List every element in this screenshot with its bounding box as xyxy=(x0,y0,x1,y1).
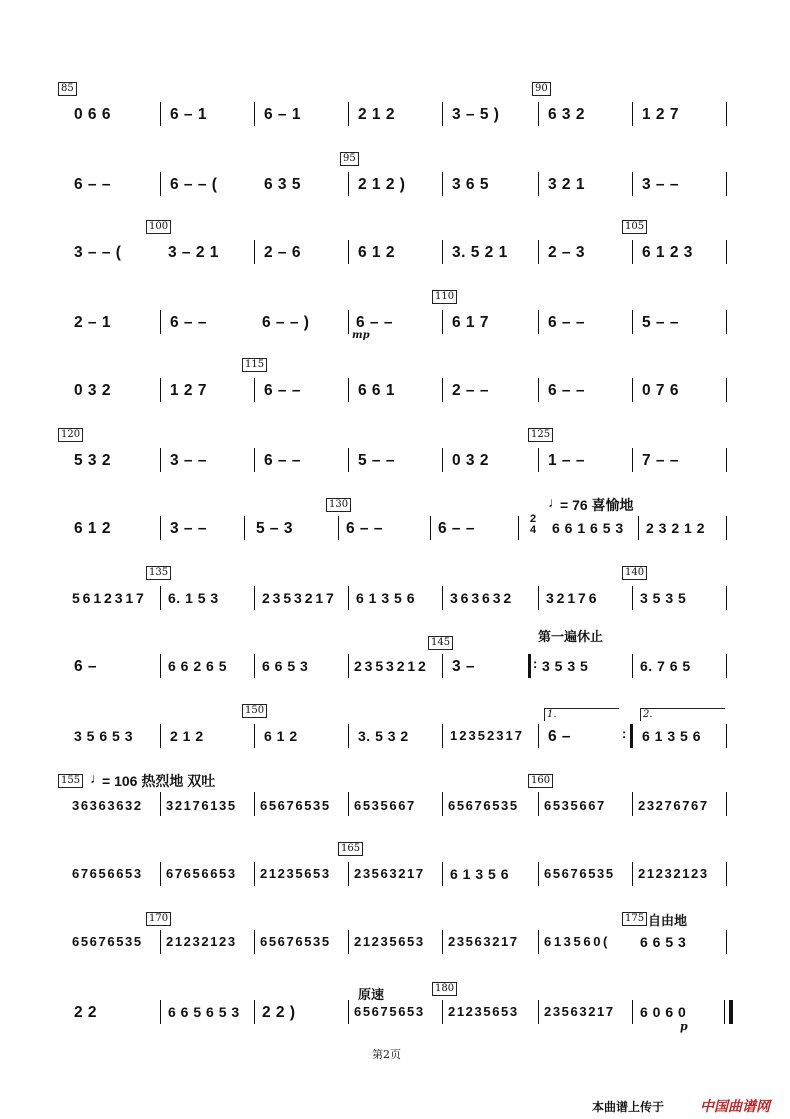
barline xyxy=(442,654,443,678)
measure: 2 2 xyxy=(74,1004,98,1021)
measure: 2 – 6 xyxy=(264,244,301,261)
measure: 6 6 1 6 5 3 xyxy=(552,520,624,536)
measure-number: 85 xyxy=(58,82,77,96)
measure: 2 3 5 3 2 1 7 xyxy=(262,590,334,606)
staff-row-14 xyxy=(0,980,790,1040)
repeat-dots: : xyxy=(622,726,627,741)
measure-number: 105 xyxy=(622,220,647,234)
staff-row-8 xyxy=(0,566,790,626)
tempo-marking: ♩ xyxy=(90,770,104,786)
page-number: 第2页 xyxy=(372,1048,401,1061)
barline xyxy=(160,862,161,886)
measure: 2 1 2 3 5 6 5 3 xyxy=(260,866,329,881)
measure: 3. 5 3 2 xyxy=(358,728,409,744)
barline xyxy=(538,792,539,816)
measure: 6 5 6 7 5 6 5 3 xyxy=(354,1004,423,1019)
barline xyxy=(442,930,443,954)
tempo-marking: = 106 热烈地 双吐 xyxy=(102,773,216,789)
barline xyxy=(254,862,255,886)
measure-number: 150 xyxy=(242,704,267,718)
barline xyxy=(632,586,633,610)
barline xyxy=(254,102,255,126)
measure: 2 3 5 6 3 2 1 7 xyxy=(448,934,517,949)
staff-row-5 xyxy=(0,358,790,418)
measure: 6 – – xyxy=(264,452,301,469)
measure: 6 1 2 3 xyxy=(642,244,693,261)
measure: 2 3 5 6 3 2 1 7 xyxy=(544,1004,613,1019)
measure: 0 3 2 xyxy=(452,452,489,469)
measure: 3 – – xyxy=(170,520,207,537)
performance-note: 原速 xyxy=(358,987,385,1002)
measure-number: 140 xyxy=(622,566,647,580)
barline xyxy=(160,516,161,540)
measure: 2 1 2 ) xyxy=(358,176,406,193)
barline xyxy=(632,172,633,196)
measure: 6 – – xyxy=(548,382,585,399)
measure-number: 165 xyxy=(338,842,363,856)
measure: 6 1 2 xyxy=(358,244,395,261)
staff-row-11 xyxy=(0,770,790,830)
barline xyxy=(160,724,161,748)
barline xyxy=(348,930,349,954)
barline xyxy=(348,240,349,264)
measure: 2 1 2 xyxy=(358,106,395,123)
staff-row-3 xyxy=(0,220,790,280)
barline xyxy=(348,724,349,748)
measure: 6 – – xyxy=(346,520,383,537)
staff-row-9 xyxy=(0,629,790,694)
measure: 2 3 5 3 2 1 2 xyxy=(354,658,426,674)
barline xyxy=(442,172,443,196)
measure: 6 – – xyxy=(170,314,207,331)
volta-2: 2. xyxy=(640,708,725,721)
measure: 2 – 3 xyxy=(548,244,585,261)
barline xyxy=(160,102,161,126)
barline xyxy=(632,102,633,126)
upload-credit: 本曲谱上传于 xyxy=(592,1100,665,1114)
measure: 3 – 2 1 xyxy=(168,244,219,261)
tempo-marking: ♩ xyxy=(548,494,562,510)
barline xyxy=(726,240,727,264)
measure: 2 – 1 xyxy=(74,314,111,331)
staff-row-1 xyxy=(0,82,790,142)
barline xyxy=(538,378,539,402)
barline xyxy=(726,792,727,816)
measure: 0 6 6 xyxy=(74,106,111,123)
measure-number: 145 xyxy=(428,636,453,650)
measure: 3 5 6 5 3 xyxy=(74,728,133,744)
barline xyxy=(254,724,255,748)
barline xyxy=(160,654,161,678)
measure-number: 115 xyxy=(242,358,267,372)
measure: 6 – – xyxy=(264,382,301,399)
barline xyxy=(632,378,633,402)
barline xyxy=(160,310,161,334)
barline xyxy=(160,172,161,196)
barline xyxy=(442,1000,443,1024)
barline xyxy=(348,862,349,886)
barline xyxy=(348,1000,349,1024)
measure: 3 – – xyxy=(170,452,207,469)
measure: 2 1 2 3 5 6 5 3 xyxy=(354,934,423,949)
measure-number: 90 xyxy=(532,82,551,96)
measure: 5 – 3 xyxy=(256,520,293,537)
measure-number: 155 xyxy=(58,774,83,788)
measure: 2 1 2 3 5 6 5 3 xyxy=(448,1004,517,1019)
barline xyxy=(160,930,161,954)
measure: 6 5 3 5 6 6 7 xyxy=(544,798,604,813)
measure-number: 175 xyxy=(622,912,647,926)
time-signature-top: 2 xyxy=(530,513,537,525)
barline xyxy=(442,378,443,402)
repeat-barline xyxy=(528,654,531,678)
measure: 3 – xyxy=(452,658,476,675)
barline xyxy=(348,172,349,196)
measure: 6. 7 6 5 xyxy=(640,658,691,674)
barline xyxy=(160,792,161,816)
measure-number: 95 xyxy=(340,152,359,166)
barline xyxy=(726,448,727,472)
barline xyxy=(638,516,639,540)
barline xyxy=(348,792,349,816)
measure: 3 – – xyxy=(642,176,679,193)
measure: 6 5 6 7 6 5 3 5 xyxy=(260,798,329,813)
barline xyxy=(160,378,161,402)
barline xyxy=(726,654,727,678)
measure-number: 170 xyxy=(146,912,171,926)
measure: 5 – – xyxy=(358,452,395,469)
staff-row-10 xyxy=(0,704,790,764)
measure: 6 5 6 7 6 5 3 5 xyxy=(72,934,141,949)
barline xyxy=(726,172,727,196)
time-signature-bottom: 4 xyxy=(530,524,537,536)
measure-number: 135 xyxy=(146,566,171,580)
measure: 6 – – xyxy=(548,314,585,331)
barline xyxy=(538,240,539,264)
barline xyxy=(348,102,349,126)
measure: 6 – xyxy=(74,658,98,675)
barline xyxy=(538,448,539,472)
site-logo: 中国曲谱网 xyxy=(700,1098,770,1114)
measure: 2 3 5 6 3 2 1 7 xyxy=(354,866,423,881)
measure: 1 – – xyxy=(548,452,585,469)
measure: 3 6 3 6 3 6 3 2 xyxy=(72,798,141,813)
measure: 6 1 2 xyxy=(264,728,298,744)
measure: 6 1 3 5 6 0 ( xyxy=(544,934,607,949)
measure: 2 3 2 7 6 7 6 7 xyxy=(638,798,707,813)
measure: 6 5 3 5 6 6 7 xyxy=(354,798,414,813)
time-signature xyxy=(530,514,536,536)
barline xyxy=(726,378,727,402)
measure: 6 5 6 7 6 5 3 5 xyxy=(544,866,613,881)
barline xyxy=(254,1000,255,1024)
final-barline-thick xyxy=(729,1000,733,1024)
barline xyxy=(726,724,727,748)
barline xyxy=(348,310,349,334)
barline xyxy=(442,862,443,886)
barline xyxy=(442,310,443,334)
barline xyxy=(348,586,349,610)
measure: 3. 5 2 1 xyxy=(452,244,508,261)
barline xyxy=(538,172,539,196)
measure: 6 3 2 xyxy=(548,106,585,123)
measure: 2 3 2 1 2 xyxy=(646,520,705,536)
barline xyxy=(518,516,519,540)
measure: 6 0 6 0 xyxy=(640,1004,687,1020)
measure: 6 – 1 xyxy=(170,106,207,123)
dynamic-marking: mp xyxy=(352,330,370,341)
barline xyxy=(632,240,633,264)
measure: 6 1 2 xyxy=(74,520,111,537)
measure: 6. 1 5 3 xyxy=(168,590,219,606)
measure: 3 2 1 xyxy=(548,176,585,193)
barline xyxy=(632,448,633,472)
barline xyxy=(442,586,443,610)
measure: 6 – xyxy=(548,728,572,745)
barline xyxy=(160,1000,161,1024)
measure-number: 130 xyxy=(326,498,351,512)
measure: 3 – 5 ) xyxy=(452,106,500,123)
measure: 5 – – xyxy=(642,314,679,331)
measure: 0 3 2 xyxy=(74,382,111,399)
barline xyxy=(160,586,161,610)
barline xyxy=(632,310,633,334)
performance-note: 第一遍休止 xyxy=(538,629,604,644)
barline xyxy=(538,862,539,886)
measure: 2 2 ) xyxy=(262,1004,296,1021)
measure: 6 5 6 7 6 5 3 5 xyxy=(448,798,517,813)
barline xyxy=(632,1000,633,1024)
measure-number: 120 xyxy=(58,428,83,442)
measure: 6 – – ) xyxy=(262,314,310,331)
measure: 3 – – ( xyxy=(74,244,122,261)
barline xyxy=(244,516,245,540)
measure: 2 1 2 3 2 1 2 3 xyxy=(638,866,707,881)
barline xyxy=(254,654,255,678)
repeat-dots: : xyxy=(533,656,538,671)
staff-row-12 xyxy=(0,842,790,902)
barline xyxy=(338,516,339,540)
barline xyxy=(442,448,443,472)
barline xyxy=(538,310,539,334)
measure: 5 3 2 xyxy=(74,452,111,469)
measure: 3 6 5 xyxy=(452,176,489,193)
staff-row-2 xyxy=(0,152,790,212)
measure: 6 6 5 3 xyxy=(262,658,309,674)
staff-row-4 xyxy=(0,290,790,350)
staff-row-7 xyxy=(0,496,790,556)
measure: 6 6 5 6 5 3 xyxy=(168,1004,240,1020)
measure-number: 180 xyxy=(432,982,457,996)
barline xyxy=(726,102,727,126)
measure: 6 6 2 6 5 xyxy=(168,658,227,674)
measure: 1 2 3 5 2 3 1 7 xyxy=(450,728,522,743)
measure: 6 – – xyxy=(356,314,393,331)
barline xyxy=(442,240,443,264)
barline xyxy=(726,862,727,886)
measure: 6 – – xyxy=(74,176,111,193)
barline xyxy=(254,240,255,264)
repeat-barline xyxy=(630,724,633,748)
measure-number: 100 xyxy=(146,220,171,234)
measure: 6 6 5 3 xyxy=(640,934,687,950)
barline xyxy=(348,378,349,402)
measure-number: 160 xyxy=(528,774,553,788)
measure: 3 6 3 6 3 2 xyxy=(450,590,511,606)
barline xyxy=(538,930,539,954)
measure-number: 125 xyxy=(528,428,553,442)
dynamic-marking: p xyxy=(680,1020,688,1033)
measure: 6 1 3 5 6 xyxy=(450,866,509,882)
performance-note: 自由地 xyxy=(648,913,688,928)
barline xyxy=(348,448,349,472)
measure: 6 1 3 5 6 xyxy=(642,728,701,744)
measure: 6 – – ( xyxy=(170,176,218,193)
measure-number: 110 xyxy=(432,290,457,304)
barline xyxy=(254,378,255,402)
measure: 3 5 3 5 xyxy=(542,658,589,674)
measure: 2 1 2 xyxy=(170,728,204,744)
barline xyxy=(430,516,431,540)
measure: 7 – – xyxy=(642,452,679,469)
measure: 3 2 1 7 6 1 3 5 xyxy=(166,798,235,813)
barline xyxy=(254,448,255,472)
measure: 6 6 1 xyxy=(358,382,395,399)
barline xyxy=(538,1000,539,1024)
measure: 6 – – xyxy=(438,520,475,537)
barline xyxy=(726,930,727,954)
barline xyxy=(632,792,633,816)
measure: 2 – – xyxy=(452,382,489,399)
barline xyxy=(442,792,443,816)
barline xyxy=(726,516,727,540)
measure: 6 – 1 xyxy=(264,106,301,123)
barline xyxy=(726,310,727,334)
barline xyxy=(538,102,539,126)
measure: 6 7 6 5 6 6 5 3 xyxy=(166,866,235,881)
measure: 2 1 2 3 2 1 2 3 xyxy=(166,934,235,949)
measure: 6 7 6 5 6 6 5 3 xyxy=(72,866,141,881)
barline xyxy=(442,102,443,126)
tempo-marking: = 76 喜愉地 xyxy=(560,497,634,513)
barline xyxy=(632,862,633,886)
barline xyxy=(538,724,539,748)
final-barline-thin xyxy=(724,1000,725,1024)
barline xyxy=(348,654,349,678)
barline xyxy=(538,586,539,610)
barline xyxy=(160,448,161,472)
volta-1: 1. xyxy=(544,708,619,721)
measure: 1 2 7 xyxy=(170,382,207,399)
staff-row-6 xyxy=(0,428,790,488)
staff-row-13 xyxy=(0,910,790,970)
measure: 6 1 7 xyxy=(452,314,489,331)
barline xyxy=(254,792,255,816)
barline xyxy=(442,724,443,748)
measure: 0 7 6 xyxy=(642,382,679,399)
barline xyxy=(254,930,255,954)
measure: 6 3 5 xyxy=(264,176,301,193)
measure: 3 2 1 7 6 xyxy=(546,590,596,606)
barline xyxy=(632,654,633,678)
measure: 6 5 6 7 6 5 3 5 xyxy=(260,934,329,949)
barline xyxy=(726,586,727,610)
barline xyxy=(254,586,255,610)
measure: 6 1 3 5 6 xyxy=(356,590,415,606)
measure: 3 5 3 5 xyxy=(640,590,687,606)
measure: 1 2 7 xyxy=(642,106,679,123)
measure: 5 6 1 2 3 1 7 xyxy=(72,590,144,606)
